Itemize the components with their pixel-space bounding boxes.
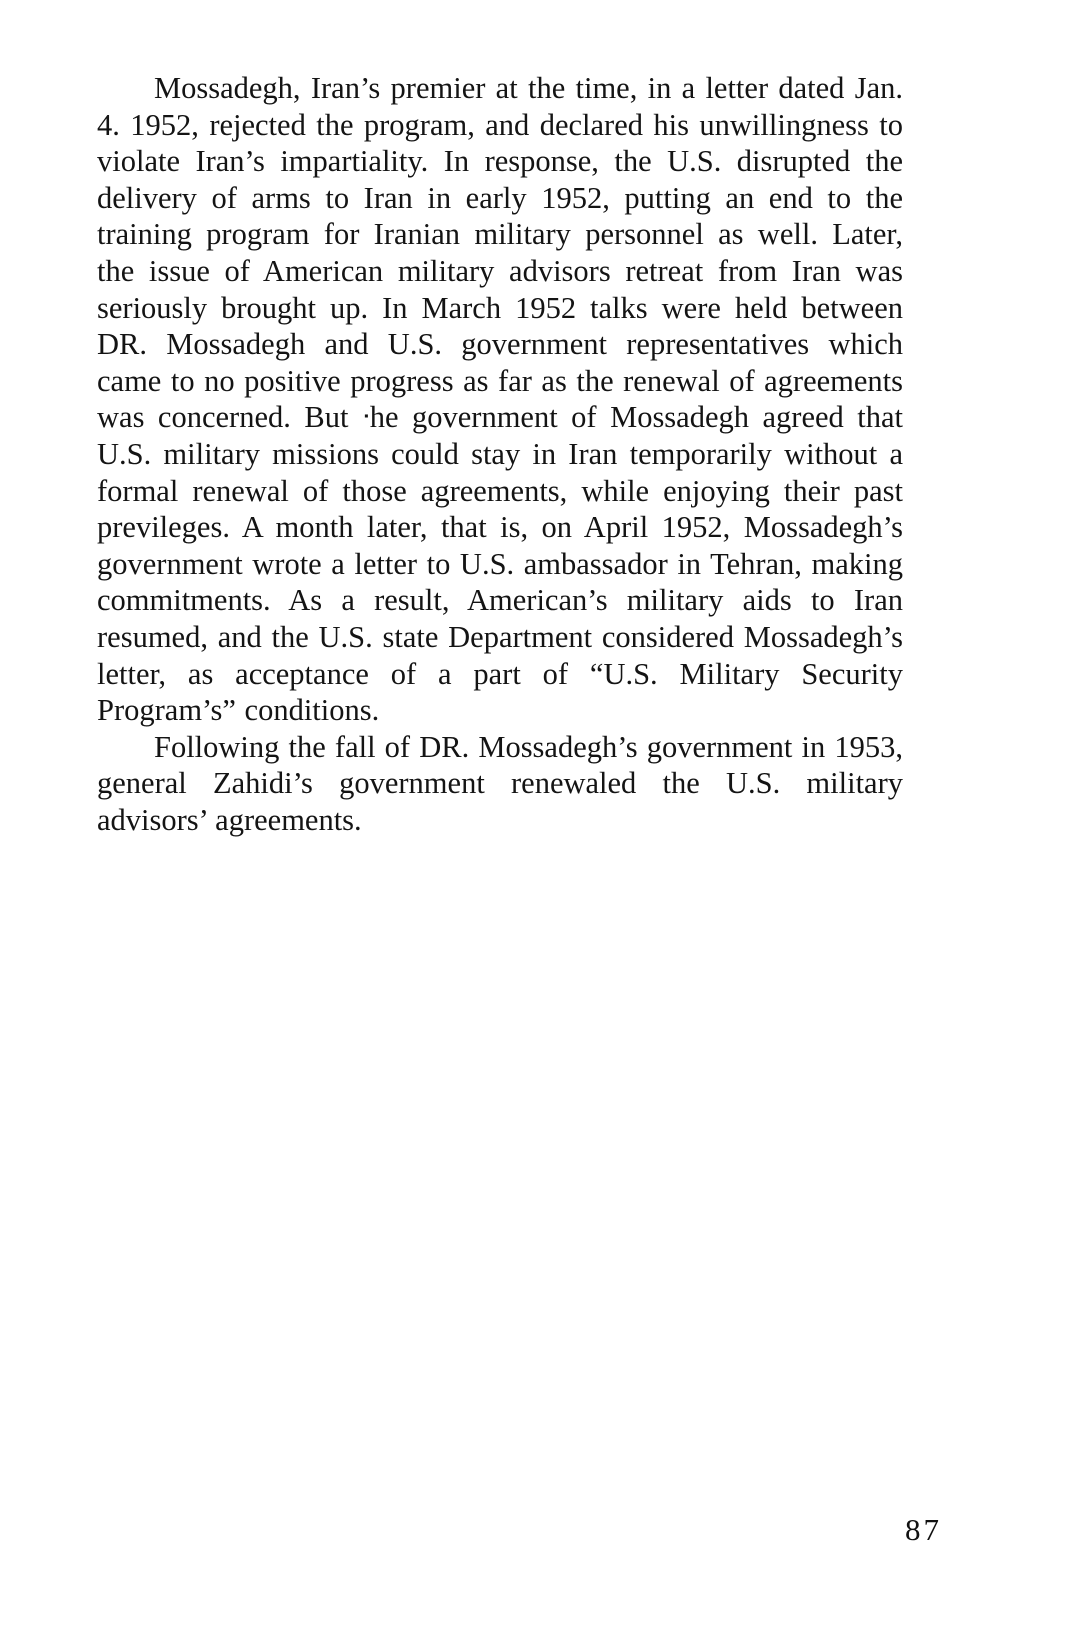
paragraph-2: Following the fall of DR. Mossadegh’s government in 1953, general Zahidi’s government renewaled the U.S. military advisors’ agreements. <box>97 729 903 837</box>
paragraph-1: Mossadegh, Iran’s premier at the time, in a letter dated Jan. 4. 1952, rejected the program, and declared his unwillingness to violate Iran’s impartiality. In response, the U.S. disrupted the delivery of arms to Iran in early 1952, putting an end to the training program for Iranian military personnel as well. Later, the issue of American military advisors retreat from Iran was seriously brought up. In March 1952 talks were held between DR. Mossadegh and U.S. government representatives which came to no positive progress as far as the renewal of agreements was concerned. But ᐧhe government of Mossadegh agreed that U.S. military missions could stay in Iran temporarily without a formal renewal of those agreements, while enjoying their past previleges. A month later, that is, on April 1952, Mossadegh’s government wrote a letter to U.S. ambassador in Tehran, making commitments. As a result, American’s military aids to Iran resumed, and the U.S. state Department considered Mossadegh’s letter, as acceptance of a part of “U.S. Military Security Program’s” conditions. <box>97 71 903 728</box>
body-text <box>97 70 903 838</box>
page-number: 87 <box>905 1512 942 1547</box>
